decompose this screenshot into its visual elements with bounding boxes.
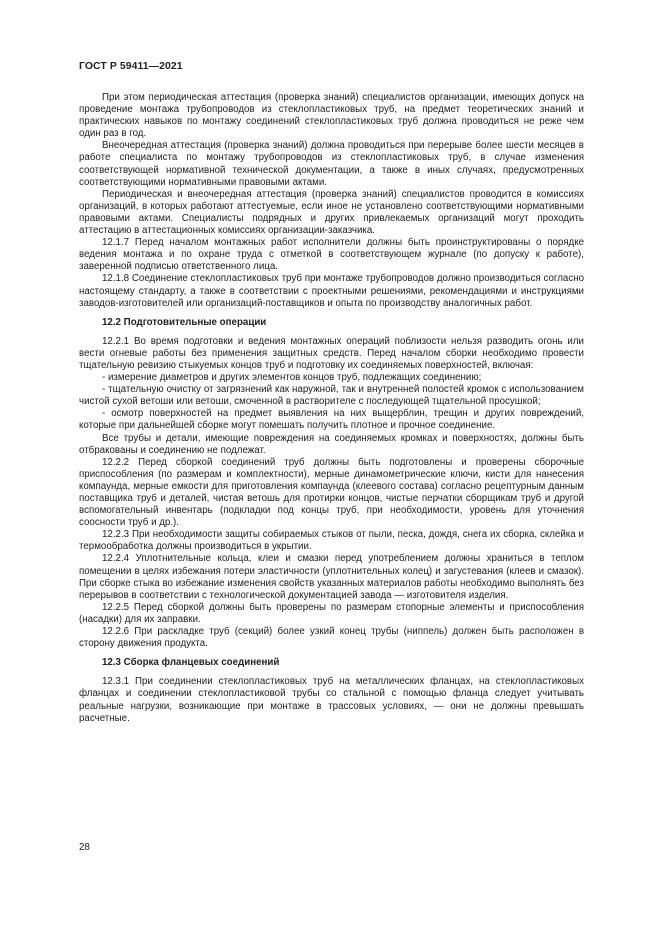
paragraph: 12.1.7 Перед началом монтажных работ исполнители должны быть проинструктированы о порядке ведения монтажа и по охране труда с отметкой в соответствующем журнале (по допуску к работе), заверенной подписью ответственного лица. [79, 237, 584, 273]
document-body [79, 92, 584, 725]
paragraph: Периодическая и внеочередная аттестация (проверка знаний) специалистов проводится в комиссиях организаций, в которых работают аттестуемые, если иное не установлено соответствующими нормативными правовыми актами. Специалисты подрядных и других привлекаемых организаций могут проходить аттестацию в аттестационных комиссиях организации-заказчика. [79, 188, 584, 237]
paragraph: 12.2.4 Уплотнительные кольца, клеи и смазки перед употреблением должны храниться в теплом помещении в целях избежания потери эластичности (уплотнительных колец) и загустевания (клеев и смазок). При сборке стыка во избежание изменения свойств указанных материалов работы необходимо выполнять без перерывов в соответствии с технологической документацией завода — изготовителя изделия. [79, 553, 584, 601]
paragraph: 12.2.3 При необходимости защиты собираемых стыков от пыли, песка, дождя, снега их сборка, склейка и термообработка должны производиться в укрытии. [79, 529, 584, 553]
paragraph: 12.3.1 При соединении стеклопластиковых труб на металлических фланцах, на стеклопластиковых фланцах и соединении стеклопластиковой трубы со стальной с помощью фланца следует учитывать реальные нагрузки, возникающие при монтаже в трассовых условиях, — они не должны превышать расчетные. [79, 676, 584, 724]
paragraph: При этом периодическая аттестация (проверка знаний) специалистов организации, имеющих допуск на проведение монтажа трубопроводов из стеклопластиковых труб, на предмет теоретических знаний и практических навыков по монтажу соединений стеклопластиковых труб должна проводиться не реже чем один раз в год. [79, 92, 584, 140]
paragraph: 12.2.2 Перед сборкой соединений труб должны быть подготовлены и проверены сборочные приспособления (по размерам и комплектности), мерные динамометрические ключи, кисти для нанесения компаунда, мерные емкости для приготовления компаунда (клеевого состава) согласно рецептурным данным поставщика труб и деталей, чистая ветошь для протирки концов, чистые перчатки сборщикам труб и другой вспомогательный инвентарь (подкладки под концы труб, при необходимости, уровень для уточнения соосности труб и др.). [79, 456, 584, 529]
paragraph: 12.1.8 Соединение стеклопластиковых труб при монтаже трубопроводов должно производиться согласно настоящему стандарту, а также в соответствии с проектными решениями, рекомендациями и инструкциями заводов-изготовителей или организаций-поставщиков и опыта по производству аналогичных работ. [79, 273, 584, 309]
page-number: 28 [79, 842, 90, 853]
paragraph: 12.2.6 При раскладке труб (секций) более узкий конец трубы (ниппель) должен быть расположен в сторону движения продукта. [79, 626, 584, 650]
paragraph: 12.2.1 Во время подготовки и ведения монтажных операций поблизости нельзя разводить огонь или вести огневые работы без применения защитных средств. Перед началом сборки необходимо провести тщательную ревизию стыкуемых концов труб и подготовку их соединяемых поверхностей, включая: [79, 335, 584, 371]
section-heading: 12.3 Сборка фланцевых соединений [102, 657, 280, 669]
paragraph: 12.2.5 Перед сборкой должны быть проверены по размерам стопорные элементы и приспособления (насадки) для их заправки. [79, 601, 584, 625]
document-code-header: ГОСТ Р 59411—2021 [79, 61, 183, 72]
list-item: - осмотр поверхностей на предмет выявления на них выщерблин, трещин и других повреждений, которые при дальнейшей сборке могут помешать получить плотное и прочное соединение. [79, 408, 584, 432]
paragraph: Все трубы и детали, имеющие повреждения на соединяемых кромках и поверхностях, должны быть отбракованы и соединению не подлежат. [79, 432, 584, 456]
section-heading: 12.2 Подготовительные операции [102, 316, 267, 328]
list-item: - измерение диаметров и других элементов концов труб, подлежащих соединению; [102, 372, 482, 384]
paragraph: Внеочередная аттестация (проверка знаний) должна проводиться при перерыве более шести месяцев в работе специалиста по монтажу трубопроводов из стеклопластиковых труб, в случае изменения соответствующей нормативной технической документации, а также в иных случаях, предусмотренных соответствующими нормативными правовыми актами. [79, 140, 584, 188]
list-item: - тщательную очистку от загрязнений как наружной, так и внутренней полостей кромок с использованием чистой сухой ветоши или ветоши, смоченной в растворителе с последующей тщательной просушкой; [79, 384, 584, 408]
